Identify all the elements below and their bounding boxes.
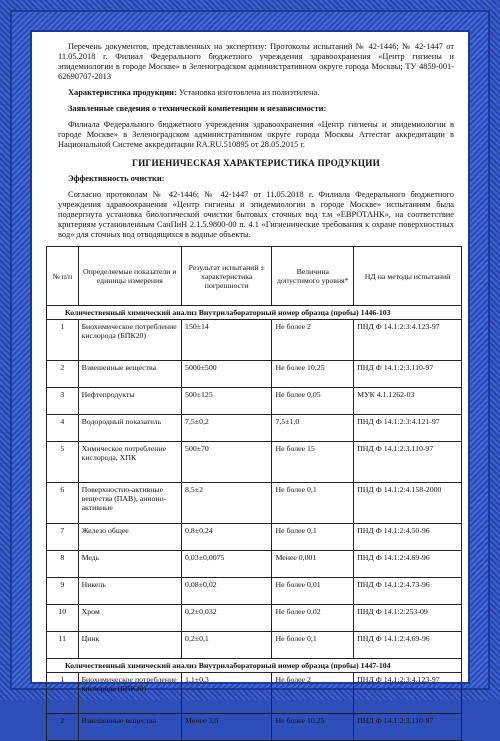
cell-method: ПНД Ф 14.1:2:4.50-96 (354, 524, 462, 551)
cell-method: ПНД Ф 14.1:2:4.158-2000 (354, 483, 462, 524)
hygienic-text: Согласно протоколам № 42-1446; № 42-1447 от 11.05.2018 г. Филиала Федерального бюджетного учреждения здравоохранения «Центр гигиены и эпидемиологии в городе Москве» испытаниям была подвергнута установка биологической очистки бытовых сточных вод т.м «ЕВРОТАНК», на соответствие критериям установленным СанПиН 2.1.5.9800-00 п. 4.1 «Гигиенические требования к охране поверхностных вод» для сточных вод отводящихся в водные объекты. (58, 190, 454, 239)
cell-result: 8,5±2 (182, 483, 272, 524)
cell-indicator: Биохимическое потребление кислорода (БПК20) (78, 673, 181, 714)
product-characteristic-value: Установка изготовлена из полиэтилена. (176, 88, 320, 97)
cell-indicator: Цинк (78, 632, 181, 659)
cell-indicator: Нефтепродукты (78, 388, 181, 415)
cell-number: 6 (47, 483, 79, 524)
cell-limit: Не более 15 (272, 442, 354, 483)
cell-result: 0,03±0,0075 (182, 551, 272, 578)
cell-limit: Не более 2 (272, 673, 354, 714)
cell-method: ПНД Ф 14.1:2:3.110-97 (354, 714, 462, 741)
cell-limit: Менее 0,001 (272, 551, 354, 578)
cell-number: 1 (47, 673, 79, 714)
cell-indicator: Взвешенные вещества (78, 361, 181, 388)
cell-indicator: Железо общее (78, 524, 181, 551)
section-row-2 (47, 659, 462, 673)
cell-result: 0,2±0,032 (182, 605, 272, 632)
cell-result: 150±14 (182, 320, 272, 361)
cell-number: 1 (47, 320, 79, 361)
cell-number: 10 (47, 605, 79, 632)
cell-result: 500±70 (182, 442, 272, 483)
declared-competence-label: Заявленные сведения о технической компетенции и независимости: (68, 104, 327, 113)
header-number: № п/п (47, 247, 79, 306)
results-table (46, 246, 462, 741)
cell-limit: Не более 10,25 (272, 714, 354, 741)
cell-result: 0,8±0,24 (182, 524, 272, 551)
cell-result: 0,08±0,02 (182, 578, 272, 605)
table-row (47, 551, 462, 578)
product-characteristic (58, 88, 454, 98)
cell-limit: Не более 2 (272, 320, 354, 361)
documents-list: Перечень документов, представленных на экспертизу: Протоколы испытаний № 42-1446; № 42-1447 от 11.05.2018 г. Филиал Федерального бюджетного учреждения здравоохранения «Центр гигиены и эпидемиологии в городе Москве» в Зеленоградском административном округе города Москвы; ТУ 4859-001- 62690707-2013 (58, 42, 454, 81)
cell-limit: Не более 0,05 (272, 388, 354, 415)
cell-indicator: Никель (78, 578, 181, 605)
cell-result: 5000±500 (182, 361, 272, 388)
section-title-1: Количественный химический анализ Внутрилабораторный номер образца (пробы) 1446-103 (47, 306, 462, 320)
cell-indicator: Медь (78, 551, 181, 578)
cell-method: ПНД Ф 14.1:2:3:4.123-97 (354, 320, 462, 361)
table-body (47, 306, 462, 741)
cell-limit: 7,5±1,0 (272, 415, 354, 442)
cell-indicator: Хром (78, 605, 181, 632)
cell-number: 8 (47, 551, 79, 578)
cell-method: ПНД Ф 14.1:2:4.69-96 (354, 551, 462, 578)
cell-number: 3 (47, 388, 79, 415)
cell-result: 500±125 (182, 388, 272, 415)
cell-indicator: Химическое потребление кислорода, ХПК (78, 442, 181, 483)
header-method: НД на методы испытаний (354, 247, 462, 306)
table-row (47, 605, 462, 632)
cell-limit: Не более 10,25 (272, 361, 354, 388)
cell-indicator: Взвешенные вещества (78, 714, 181, 741)
cell-result: 1,1±0,3 (182, 673, 272, 714)
cell-indicator: Биохимическое потребление кислорода (БПК20) (78, 320, 181, 361)
header-result: Результат испытаний ± характеристика погрешности (182, 247, 272, 306)
table-row (47, 483, 462, 524)
cell-result: Менее 3,0 (182, 714, 272, 741)
cell-number: 4 (47, 415, 79, 442)
table-header-row (47, 247, 462, 306)
cell-indicator: Поверхностно-активные вещества (ПАВ), анионо-активные (78, 483, 181, 524)
cell-method: ПНД Ф 14.1:2:3.110-97 (354, 361, 462, 388)
table-row (47, 415, 462, 442)
document-page (32, 32, 468, 725)
cell-limit: Не более 0,02 (272, 605, 354, 632)
efficiency-label: Эффективность очистки: (68, 174, 165, 183)
table-row (47, 388, 462, 415)
cell-limit: Не более 0,1 (272, 483, 354, 524)
hygienic-title: ГИГИЕНИЧЕСКАЯ ХАРАКТЕРИСТИКА ПРОДУКЦИИ (132, 158, 380, 168)
cell-number: 2 (47, 361, 79, 388)
section-title-2: Количественный химический анализ Внутрилабораторный номер образца (пробы) 1447-104 (47, 659, 462, 673)
header-indicator: Определяемые показатели и единицы измерения (78, 247, 181, 306)
cell-method: ПНД Ф 14.1:2:253-09 (354, 605, 462, 632)
table-row (47, 442, 462, 483)
cell-indicator: Водородный показатель (78, 415, 181, 442)
header-limit: Величина допустимого уровня* (272, 247, 354, 306)
table-row (47, 361, 462, 388)
cell-result: 0,2±0,1 (182, 632, 272, 659)
cell-method: ПНД Ф 14.1:2:3:4.123-97 (354, 673, 462, 714)
table-row (47, 524, 462, 551)
cell-number: 2 (47, 714, 79, 741)
document-content (52, 42, 454, 741)
cell-limit: Не более 0,01 (272, 578, 354, 605)
cell-number: 5 (47, 442, 79, 483)
cell-method: ПНД Ф 14.1:2:3:4.121-97 (354, 415, 462, 442)
cell-method: МУК 4.1.1262-03 (354, 388, 462, 415)
cell-number: 7 (47, 524, 79, 551)
table-row (47, 578, 462, 605)
cell-method: ПНД Ф 14.1:2:4.69-96 (354, 632, 462, 659)
cell-number: 11 (47, 632, 79, 659)
table-row (47, 673, 462, 714)
cell-method: ПНД Ф 14.1:2:4.73-96 (354, 578, 462, 605)
product-characteristic-label: Характеристика продукции: (68, 88, 177, 97)
cell-limit: Не более 0,1 (272, 524, 354, 551)
table-row (47, 320, 462, 361)
cell-method: ПНД Ф 14.1:2:3.110-97 (354, 442, 462, 483)
cell-result: 7,5±0,2 (182, 415, 272, 442)
cell-number: 9 (47, 578, 79, 605)
declared-competence-text: Филиала Федерального бюджетного учреждения здравоохранения «Центр гигиены и эпидемиологии в городе Москве» в Зеленоградском административном округе города Москвы Аттестат аккредитации в Национальной Системе аккредитации RA.RU.510895 от 28.05.2015 г. (58, 120, 454, 149)
section-row-1 (47, 306, 462, 320)
table-row (47, 632, 462, 659)
table-row (47, 714, 462, 741)
cell-limit: Не более 0,1 (272, 632, 354, 659)
